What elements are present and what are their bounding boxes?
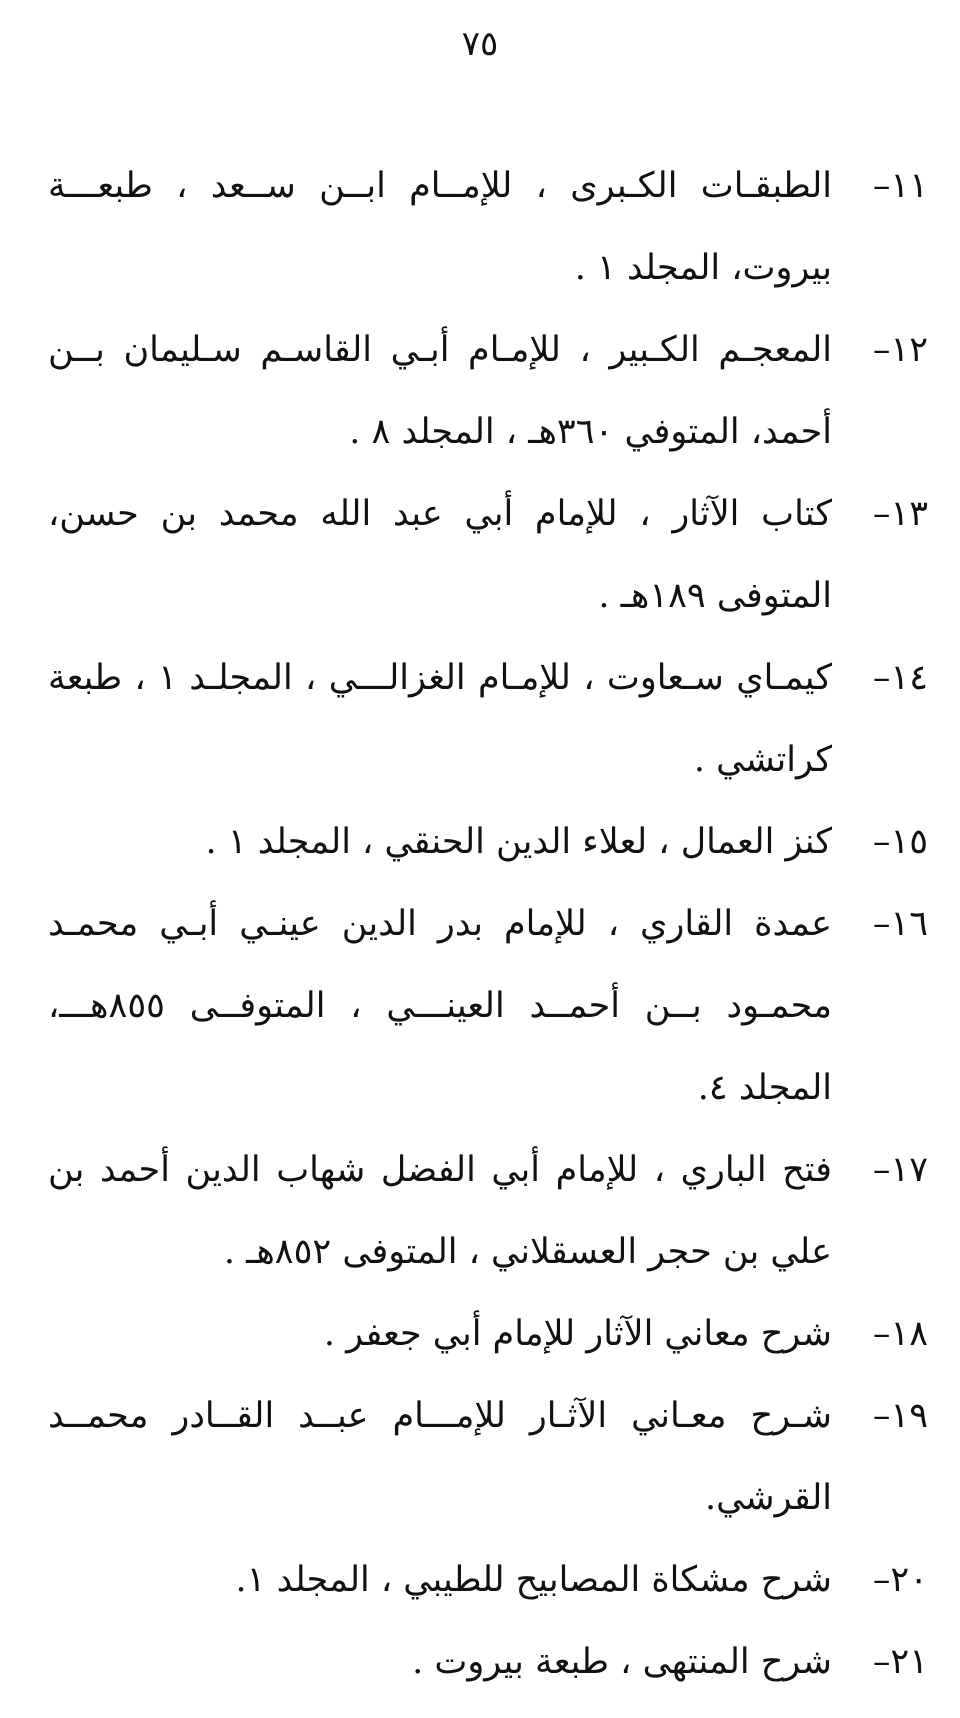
bibliography-entry-14 xyxy=(48,637,928,801)
entry-text: فتح الباري ، للإمام أبي الفضل شهاب الدين أحمد بن علي بن حجر العسقلاني ، المتوفى ٨٥٢هـ . xyxy=(48,1150,832,1272)
bibliography-entry-13 xyxy=(48,473,928,637)
page-number: ٧٥ xyxy=(461,24,499,64)
entry-number: ١٤– xyxy=(872,658,928,698)
entry-text: المعجـم الكـبير ، للإمـام أبـي القاسـم سـليمان بــن أحمد، المتوفي ٣٦٠هـ ، المجلد ٨ . xyxy=(48,330,832,452)
entry-number: ١٢– xyxy=(872,330,928,370)
bibliography-entry-11 xyxy=(48,145,928,309)
entry-number: ١٧– xyxy=(872,1150,928,1190)
bibliography-entry-19 xyxy=(48,1375,928,1539)
entry-number: ٢١– xyxy=(872,1642,928,1682)
entry-text: الطبقـات الكـبرى ، للإمــام ابــن ســعد ، طبعـــة بيروت، المجلد ١ . xyxy=(48,166,832,288)
entry-text: كيمـاي سـعاوت ، للإمـام الغزالـــي ، المجلـد ١ ، طبعة كراتشي . xyxy=(48,658,832,780)
entry-number: ١١– xyxy=(872,166,928,206)
bibliography-entry-12 xyxy=(48,309,928,473)
entry-number: ١٨– xyxy=(872,1314,928,1354)
entry-text: شـرح معـاني الآثـار للإمـــام عبــد القــادر محمــد القرشي. xyxy=(48,1396,832,1518)
entry-number: ١٣– xyxy=(872,494,928,534)
entry-text: كتاب الآثار ، للإمام أبي عبد الله محمد بن حسن، المتوفى ١٨٩هـ . xyxy=(48,494,832,616)
entry-text: كنز العمال ، لعلاء الدين الحنقي ، المجلد ١ . xyxy=(205,822,832,862)
entry-number: ٢٠– xyxy=(872,1560,928,1600)
entry-text: عمدة القاري ، للإمام بدر الدين عينـي أبـي محمـد محمـود بــن أحمــد العينـــي ، المتوفــى ٨٥٥هـــ، المجلد ٤. xyxy=(48,904,832,1108)
entry-number: ١٦– xyxy=(872,904,928,944)
entry-number: ١٩– xyxy=(872,1396,928,1436)
entry-text: شرح المنتهى ، طبعة بيروت . xyxy=(412,1642,832,1682)
bibliography-entry-21 xyxy=(48,1621,928,1703)
entry-text: شرح معاني الآثار للإمام أبي جعفر . xyxy=(323,1314,832,1354)
bibliography-entry-18 xyxy=(48,1293,928,1375)
bibliography-entry-16 xyxy=(48,883,928,1129)
bibliography-entry-17 xyxy=(48,1129,928,1293)
entry-number: ١٥– xyxy=(872,822,928,862)
bibliography-entry-20 xyxy=(48,1539,928,1621)
bibliography-entry-15 xyxy=(48,801,928,883)
entry-text: شرح مشكاة المصابيح للطيبي ، المجلد ١. xyxy=(235,1560,832,1600)
bibliography-list xyxy=(48,145,928,1703)
